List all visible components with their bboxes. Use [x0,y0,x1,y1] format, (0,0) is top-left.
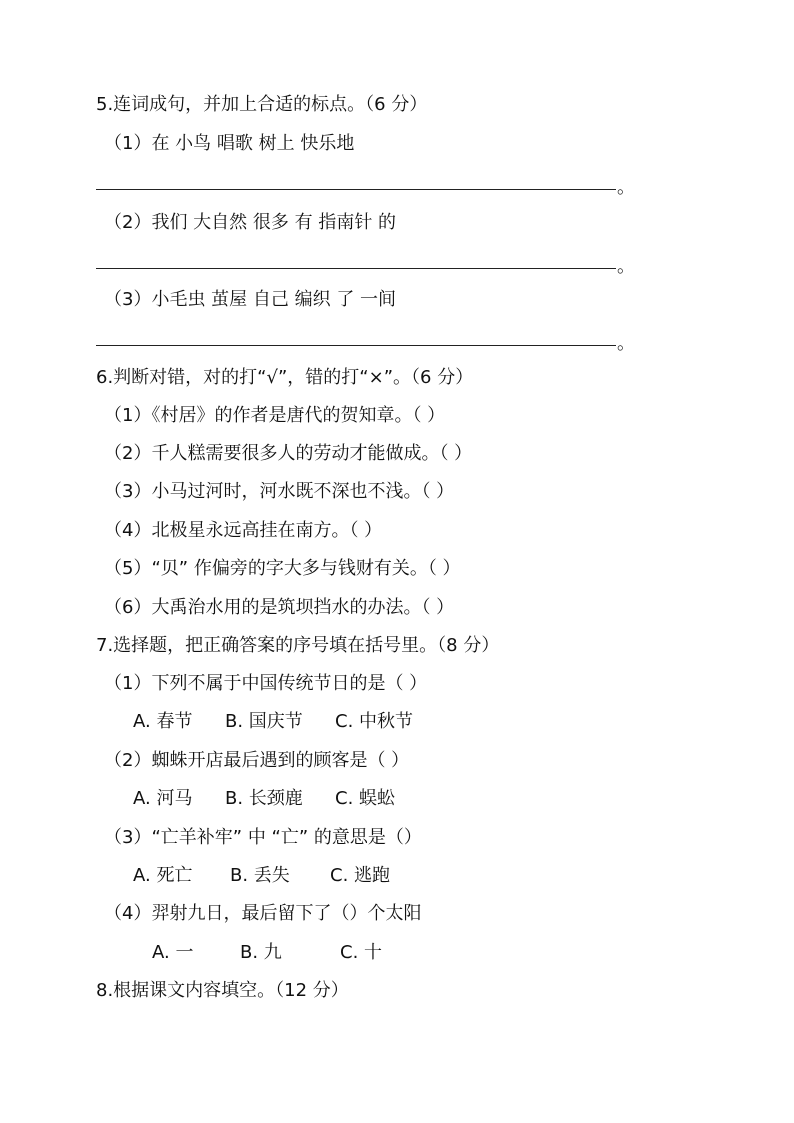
q5-item-3: （3）小毛虫 茧屋 自己 编织 了 一间 [104,289,397,310]
q5-answer-line-1[interactable] [96,189,616,190]
q5-answer-line-3[interactable] [96,345,616,346]
q5-answer-line-2[interactable] [96,268,616,269]
q5-item-1: （1）在 小鸟 唱歌 树上 快乐地 [104,133,355,154]
q7-question-1-option-a: A. 春节 [133,711,193,732]
q7-question-1-stem: （1）下列不属于中国传统节日的是（ ） [104,673,428,694]
q7-question-4-option-b: B. 九 [240,942,282,963]
q5-answer-end-2: 。 [617,256,635,277]
q6-item-1: （1）《村居》的作者是唐代的贺知章。（ ） [104,405,446,426]
q7-question-2-option-c: C. 蜈蚣 [335,788,396,809]
q7-title: 7.选择题，把正确答案的序号填在括号里。（8 分） [96,635,500,656]
q6-item-3: （3）小马过河时，河水既不深也不浅。（ ） [104,481,455,502]
q6-item-4: （4）北极星永远高挂在南方。（ ） [104,520,383,541]
q5-title: 5.连词成句，并加上合适的标点。（6 分） [96,94,428,115]
q6-item-5: （5）“贝” 作偏旁的字大多与钱财有关。（ ） [104,558,461,579]
q5-item-2: （2）我们 大自然 很多 有 指南针 的 [104,212,397,233]
q6-item-6: （6）大禹治水用的是筑坝挡水的办法。（ ） [104,597,455,618]
q7-question-4-option-c: C. 十 [340,942,383,963]
q8-title: 8.根据课文内容填空。（12 分） [96,980,349,1001]
q6-title: 6.判断对错，对的打“√”，错的打“×”。（6 分） [96,367,474,388]
q7-question-2-stem: （2）蜘蛛开店最后遇到的顾客是（ ） [104,750,410,771]
q7-question-3-option-b: B. 丢失 [230,865,290,886]
q5-answer-end-3: 。 [617,333,635,354]
q7-question-2-option-b: B. 长颈鹿 [225,788,303,809]
q7-question-1-option-c: C. 中秋节 [335,711,414,732]
q7-question-3-option-a: A. 死亡 [133,865,193,886]
q7-question-1-option-b: B. 国庆节 [225,711,303,732]
q6-item-2: （2）千人糕需要很多人的劳动才能做成。（ ） [104,443,473,464]
q7-question-4-stem: （4）羿射九日，最后留下了（）个太阳 [104,903,422,924]
q7-question-4-option-a: A. 一 [152,942,194,963]
q7-question-3-stem: （3）“亡羊补牢” 中 “亡” 的意思是（） [104,827,422,848]
q7-question-2-option-a: A. 河马 [133,788,193,809]
q7-question-3-option-c: C. 逃跑 [330,865,391,886]
q5-answer-end-1: 。 [617,177,635,198]
